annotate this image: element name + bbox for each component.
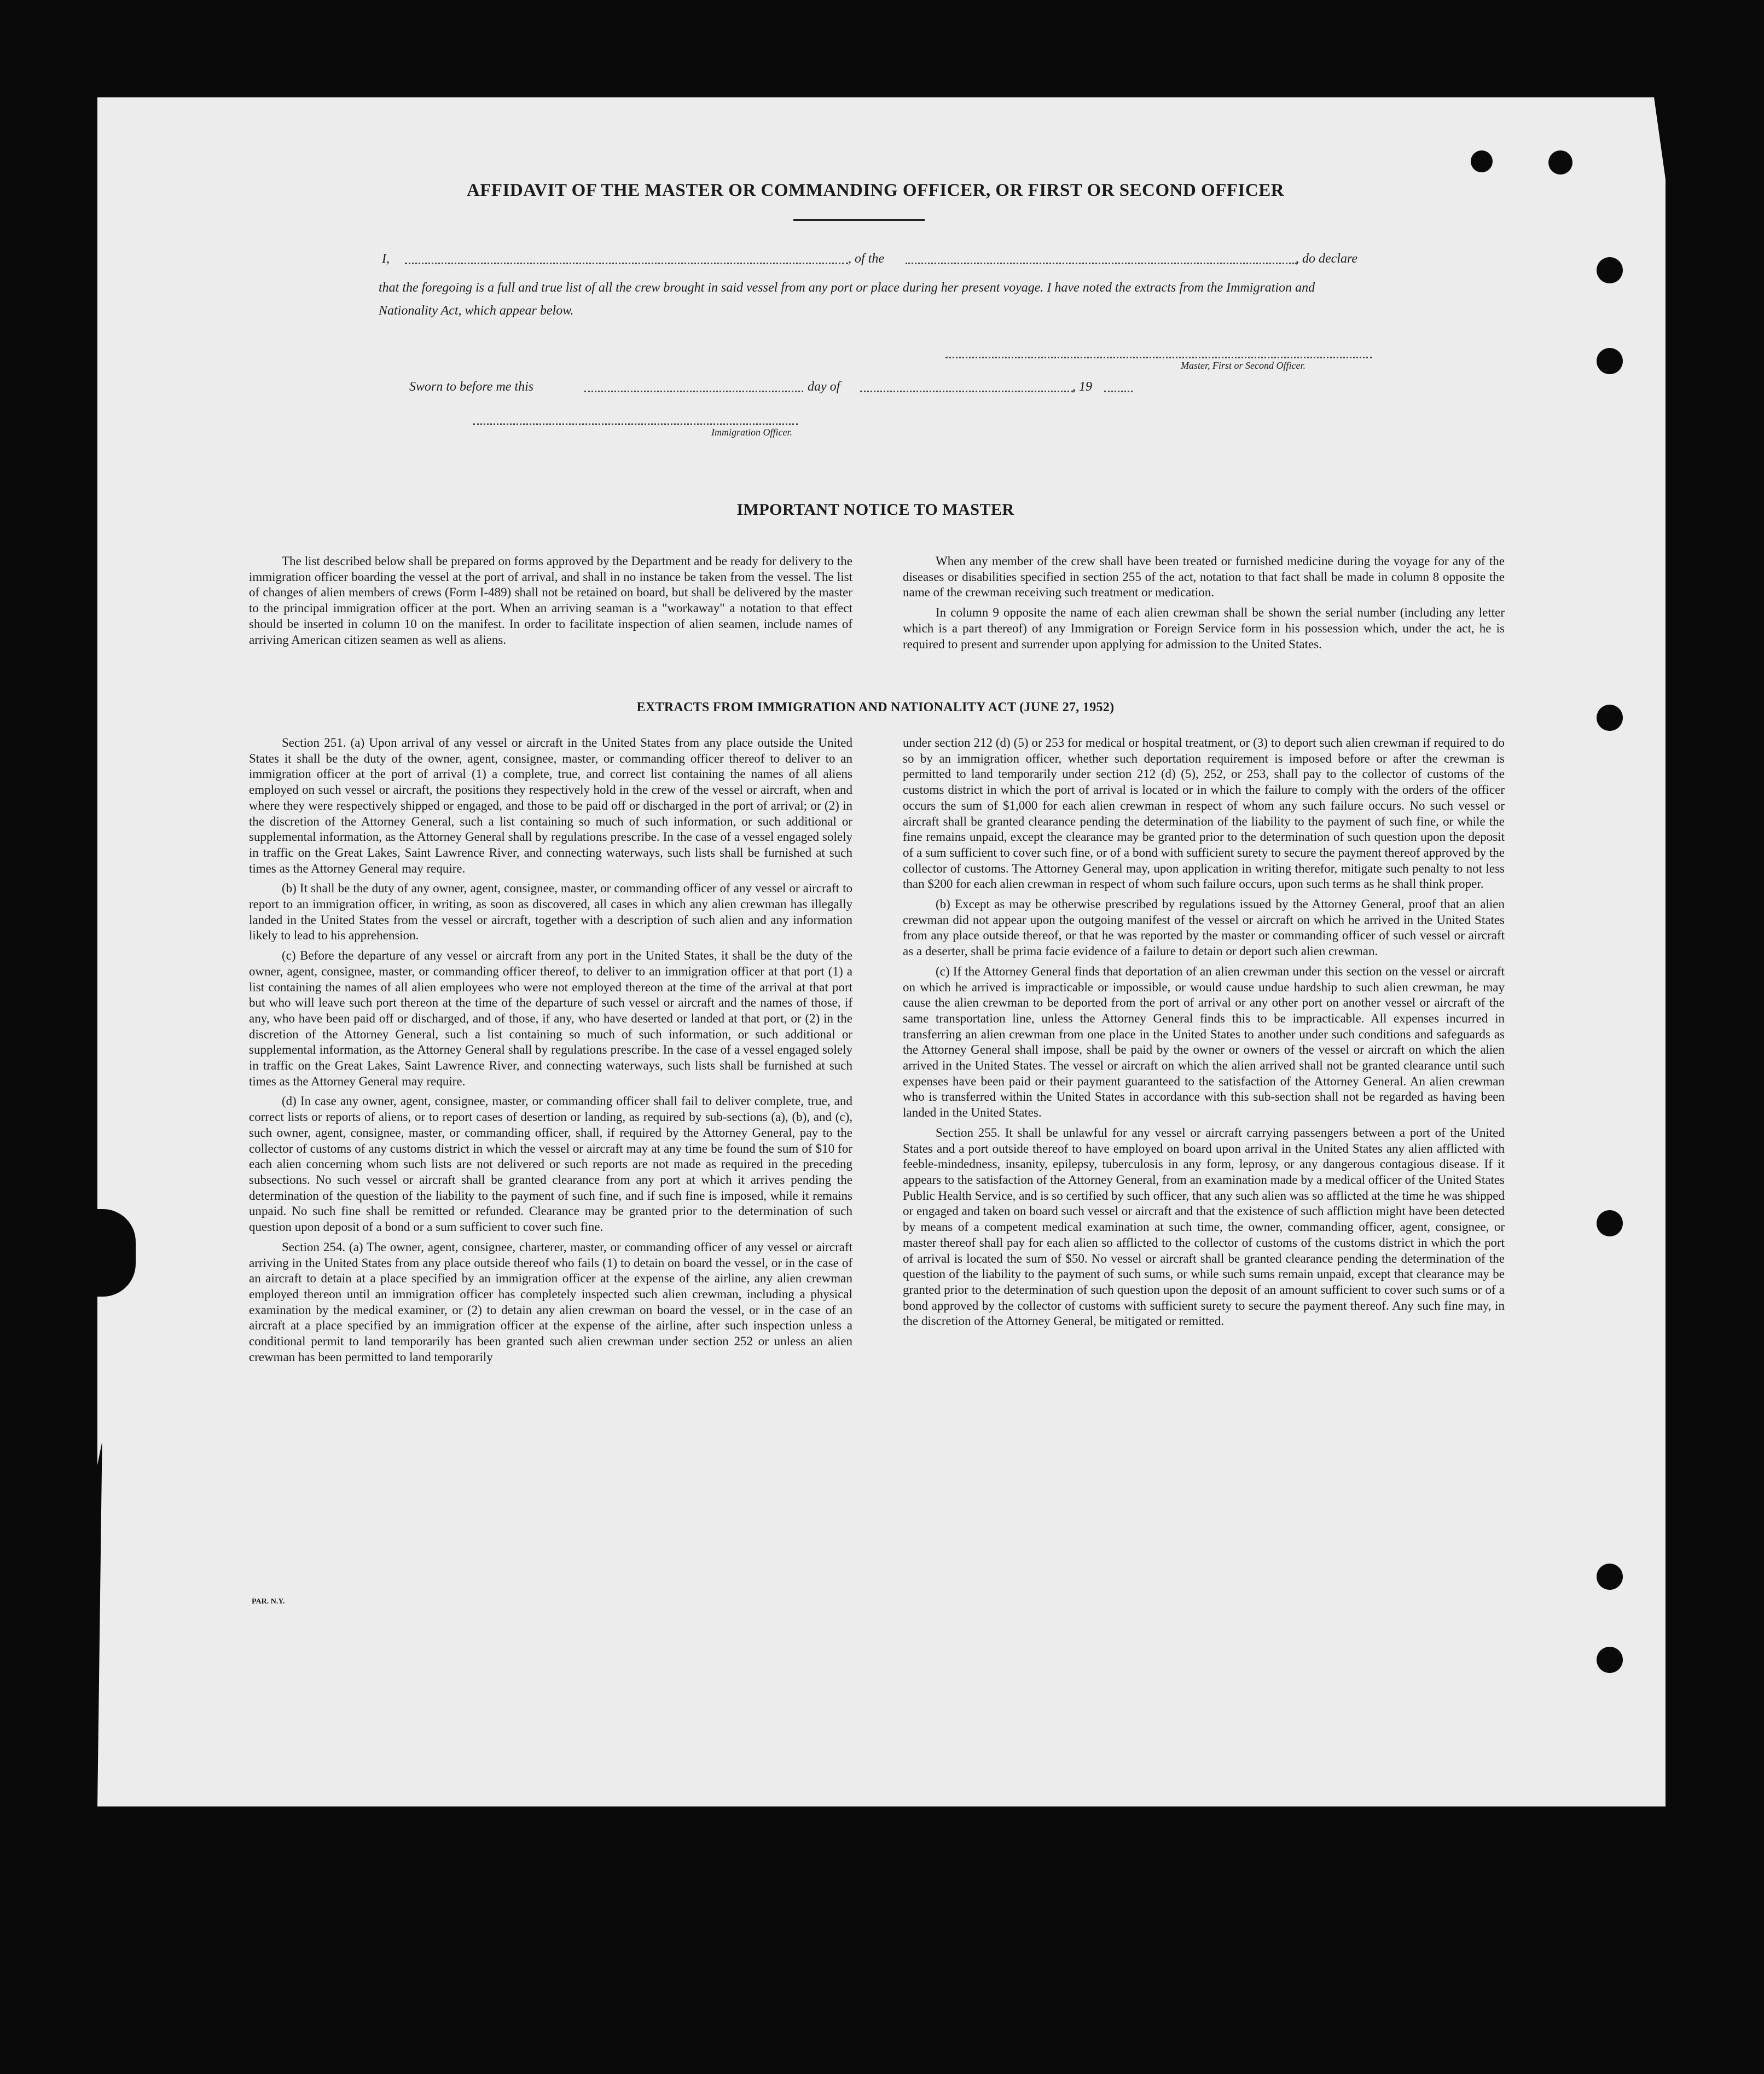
punch-hole — [1597, 1210, 1623, 1236]
section-251-a: Section 251. (a) Upon arrival of any vessel or aircraft in the United States from any place outside the United States it shall be the duty of the owner, agent, consignee, master, or commanding officer thereof to deliver to an immigration officer at the port of arrival (1) a complete, true, and correct list containing the names of all aliens employed on such vessel or aircraft, the positions they respectively hold in the crew of the vessel or aircraft, when and where they were respectively shipped or engaged, and those to be paid off or discharged in the port of arrival; or (2) in the discretion of the Attorney General, such a list containing so much of such information, or such additional or supplemental information, as the Attorney General shall by regulations prescribe. In the case of a vessel engaged solely in traffic on the Great Lakes, Saint Lawrence River, and connecting waterways, such lists shall be furnished at such times as the Attorney General may require. — [249, 736, 852, 875]
day-of-label: day of — [808, 380, 840, 394]
declaration-text: that the foregoing is a full and true list of all the crew brought in said vessel from any port or place during her present voyage. I have noted the extracts from the Immigration and Nationality Act, which appear below. — [379, 281, 1315, 318]
punch-hole — [1597, 1647, 1623, 1673]
day-blank — [584, 391, 803, 392]
punch-hole — [1597, 257, 1623, 283]
year-label: , 19 — [1072, 380, 1092, 394]
section-255: Section 255. It shall be unlawful for any vessel or aircraft carrying passengers between a port of the United States and a port outside thereof to have employed on board upon arrival in the United States any alien afflicted with feeble-mindedness, insanity, epilepsy, tuberculosis in any form, leprosy, or any dangerous contagious disease. If it appears to the satisfaction of the Attorney General, from an examination made by a medical officer of the United States Public Health Service, and is so certified by such officer, that any such alien was so afflicted at the time he was shipped or engaged and taken on board such vessel or aircraft and that the existence of such affliction might have been detected by means of a competent medical examination at such time, the owner, commanding officer, agent, consignee, or master thereof shall pay for each alien so afflicted to the collector of customs of the customs district in which the port of arrival is located the sum of $50. No vessel or aircraft shall be granted clearance pending the determination of the question of the liability to the payment of such sums, or while such sums remain unpaid, except that clearance may be granted prior to the determination of such question upon the deposit of an amount sufficient to cover such sums or of a bond approved by the collector of customs with sufficient surety to secure the payment thereof. Any such fine may, in the discretion of the Attorney General, be mitigated or remitted. — [903, 1125, 1505, 1328]
immigration-officer-label: Immigration Officer. — [711, 427, 792, 438]
sworn-label: Sworn to before me this — [409, 380, 534, 394]
section-254-b: (b) Except as may be otherwise prescribed by regulations issued by the Attorney General, proof that an alien crewman did not appear upon the outgoing manifest of the vessel or aircraft on which he arrived in the United States from any place outside thereof, or that he was reported by the master or commanding officer of such vessel or aircraft as a deserter, shall be prima facie evidence of a failure to detain or deport such alien crewman. — [903, 897, 1505, 958]
notice-right-paragraph-1: When any member of the crew shall have been treated or furnished medicine during the voyage for any of the diseases or disabilities specified in section 255 of the act, notation to that fact shall be made in column 8 opposite the name of the crewman receiving such treatment or medication. — [903, 554, 1505, 600]
section-254-c: (c) If the Attorney General finds that deportation of an alien crewman under this section on the vessel or aircraft on which he arrived is impracticable or impossible, or would cause undue hardship to such alien crewman, he may cause the alien crewman to be deported from the port of arrival or any other port on another vessel or aircraft of the same transportation line, unless the Attorney General finds this to be impracticable. All expenses incurred in transferring an alien crewman from one place in the United States to another under such conditions and safeguards as the Attorney General shall impose, shall be paid by the owner or owners of the vessel or aircraft on which the alien arrived in the United States. The vessel or aircraft on which the alien arrived shall not be granted clearance until such expenses have been paid or their payment guaranteed to the satisfaction of the Attorney General. An alien crewman who is transferred within the United States in accordance with this sub-section shall not be regarded as having been landed in the United States. — [903, 964, 1505, 1120]
notice-left-column — [249, 554, 852, 648]
i-label: I, — [382, 252, 390, 266]
vessel-blank — [906, 263, 1297, 264]
punch-hole — [1471, 150, 1493, 172]
year-blank — [1104, 391, 1133, 392]
notice-right-paragraph-2: In column 9 opposite the name of each alien crewman shall be shown the serial number (including any letter which is a part thereof) of any Immigration or Foreign Service form in his possession which, under the act, he is required to present and surrender upon applying for admission to the United States. — [903, 606, 1505, 651]
affidavit-title: AFFIDAVIT OF THE MASTER OR COMMANDING OFFICER, OR FIRST OR SECOND OFFICER — [466, 181, 1285, 200]
section-254-a: Section 254. (a) The owner, agent, consignee, charterer, master, or commanding officer of any vessel or aircraft arriving in the United States from any place outside thereof who fails (1) to detain on board the vessel, or in the case of an aircraft to detain at a place specified by an immigration officer at the expense of the airline, any alien crewman employed thereon until an immigration officer has completely inspected such alien crewman, including a physical examination by the medical examiner, or (2) to detain any alien crewman on board the vessel, or in the case of an aircraft at a place specified by an immigration officer at the expense of the airline, after such inspection unless a conditional permit to land temporarily has been granted such alien crewman under section 252 or unless an alien crewman has been permitted to land temporarily — [249, 1240, 852, 1364]
punch-hole — [1597, 348, 1623, 374]
notice-title: IMPORTANT NOTICE TO MASTER — [736, 501, 1014, 519]
master-signature-label: Master, First or Second Officer. — [1181, 360, 1305, 371]
punch-hole — [1597, 705, 1623, 731]
printer-mark: PAR. N.Y. — [252, 1597, 285, 1606]
section-251-b: (b) It shall be the duty of any owner, agent, consignee, master, or commanding officer of any vessel or aircraft to report to an immigration officer, in writing, as soon as discovered, all cases in which any alien crewman has illegally landed in the United States from the vessel or aircraft, together with a description of such alien and any information likely to lead to his apprehension. — [249, 881, 852, 943]
of-the-label: , of the — [848, 252, 884, 266]
master-signature-line — [945, 357, 1372, 358]
extracts-title: EXTRACTS FROM IMMIGRATION AND NATIONALITY ACT (JUNE 27, 1952) — [636, 700, 1115, 714]
extracts-left-column — [249, 735, 852, 1365]
do-declare-label: , do declare — [1296, 252, 1358, 266]
punch-hole — [1548, 150, 1572, 175]
punch-hole — [1597, 1564, 1623, 1590]
section-251-c: (c) Before the departure of any vessel or aircraft from any port in the United States, it shall be the duty of the owner, agent, consignee, master, or commanding officer thereof, to deliver to an immigration officer at that port (1) a list containing the names of all alien employees who were not employed thereon at the time of the arrival at that port but who will leave such port thereon at the time of the departure of such vessel or aircraft and the names of those, if any, who have been paid off or discharged, and of those, if any, who have deserted or landed at that port, or (2) in the discretion of the Attorney General, such a list containing so much of such information, or such additional or supplemental information, as the Attorney General shall by regulations prescribe. In the case of a vessel engaged solely in traffic on the Great Lakes, Saint Lawrence River, and connecting waterways, such lists shall be furnished at such times as the Attorney General may require. — [249, 949, 852, 1088]
section-251-d: (d) In case any owner, agent, consignee, master, or commanding officer shall fail to deliver complete, true, and correct lists or reports of aliens, or to report cases of desertion or landing, as required by sub-sections (a), (b), and (c), such owner, agent, consignee, master, or commanding officer, shall, if required by the Attorney General, pay to the collector of customs of any customs district in which the vessel or aircraft may at any time be found the sum of $10 for each alien concerning whom such lists are not delivered or such reports are not made as required in the preceding subsections. No such vessel or aircraft shall be granted clearance from any port at which it arrives pending the determination of the question of the liability to the payment of such fine, and if such fine is imposed, while it remains unpaid. No such fine shall be remitted or refunded. Clearance may be granted prior to the determination of such question upon deposit of a bond or a sum sufficient to cover such fine. — [249, 1094, 852, 1234]
notice-left-paragraph: The list described below shall be prepared on forms approved by the Department and be ready for delivery to the immigration officer boarding the vessel at the port of arrival, and shall in no instance be taken from the vessel. The list of changes of alien members of crews (Form I-489) shall not be retained on board, but shall be delivered by the master to the principal immigration officer at the port. When an arriving seaman is a "workaway" a notation to that effect should be inserted in column 10 on the manifest. In order to facilitate inspection of alien seamen, include names of arriving American citizen seamen as well as aliens. — [249, 554, 852, 647]
title-rule — [793, 219, 925, 221]
extracts-right-column — [903, 735, 1505, 1329]
immigration-officer-line — [473, 423, 798, 425]
notice-right-column — [903, 554, 1505, 652]
month-blank — [860, 391, 1074, 392]
section-254-a-continued: under section 212 (d) (5) or 253 for medical or hospital treatment, or (3) to deport such alien crewman if required to do so by an immigration officer, whether such deportation requirement is imposed before or after the crewman is permitted to land temporarily under section 212 (d) (5), 252, or 253, shall pay to the collector of customs of the customs district in which the port of arrival is located or in which the failure to comply with the orders of the officer occurs the sum of $1,000 for each alien crewman in respect of whom any such failure occurs. No such vessel or aircraft shall be granted clearance pending the determination of the liability to the payment of such fine, or while the fine remains unpaid, except the clearance may be granted prior to the determination of such question upon the deposit of a sum sufficient to cover such fine, or of a bond with sufficient surety to secure the payment thereof approved by the collector of customs. The Attorney General may, upon application in writing therefor, mitigate such penalty to not less than $200 for each alien crewman in respect of whom such failure occurs, upon such terms as he shall think proper. — [903, 736, 1505, 891]
name-blank — [405, 263, 848, 264]
